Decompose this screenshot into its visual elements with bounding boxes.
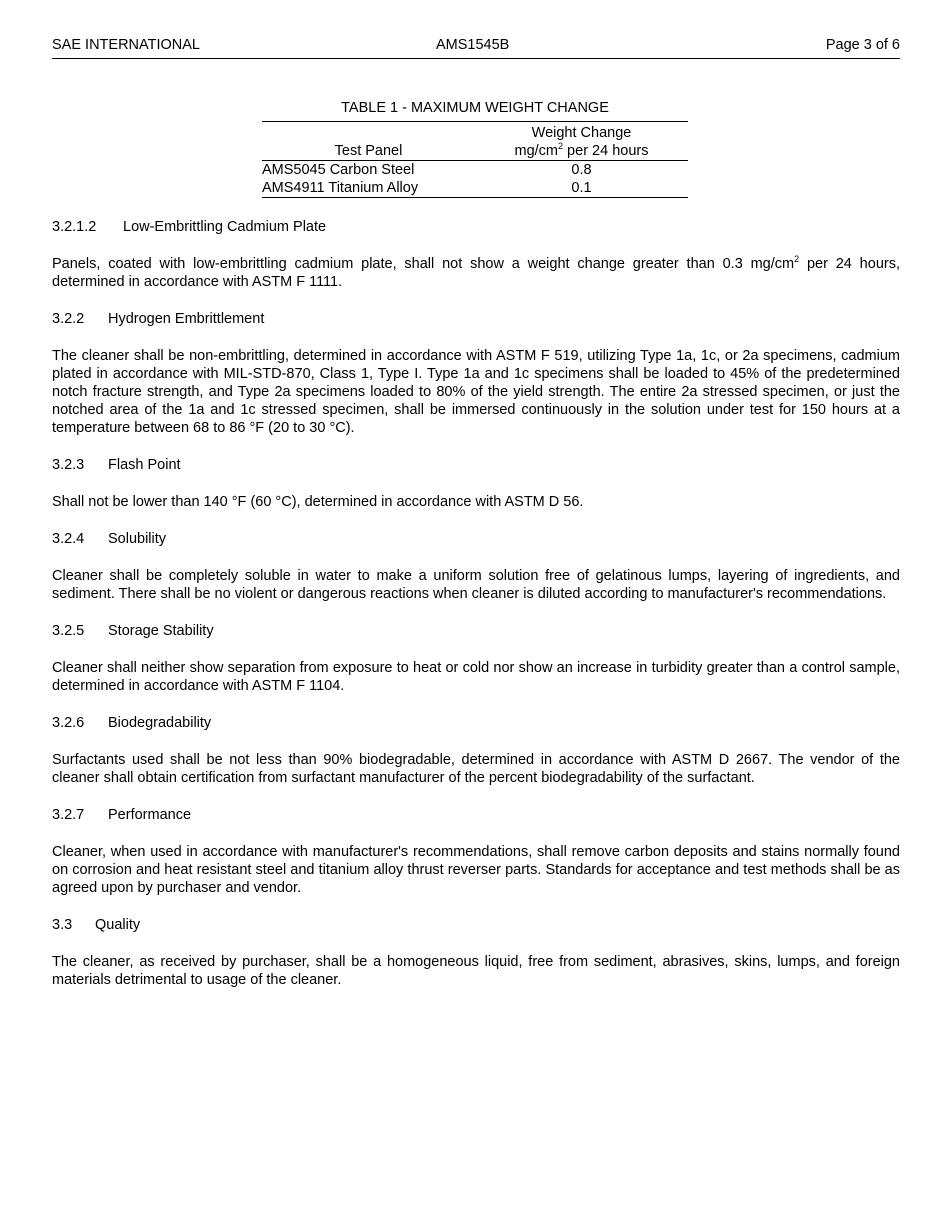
header-page-number: Page 3 of 6 <box>825 37 900 53</box>
section-paragraph-3-3: The cleaner, as received by purchaser, shall be a homogeneous liquid, free from sediment, abrasives, skins, lumps, and foreign materials detrimental to usage of the cleaner. <box>52 954 900 988</box>
section-number: 3.2.5 <box>52 623 85 639</box>
table-header-row <box>262 122 688 160</box>
section-heading-3-2-3 <box>52 456 900 474</box>
section-title: Quality <box>95 917 141 933</box>
section-title: Hydrogen Embrittlement <box>108 311 265 327</box>
section-heading-3-2-2 <box>52 310 900 328</box>
section-number: 3.2.3 <box>52 457 85 473</box>
section-paragraph-3-2-1-2 <box>52 255 900 291</box>
section-number: 3.2.7 <box>52 807 85 823</box>
section-paragraph-3-2-2: The cleaner shall be non-embrittling, determined in accordance with ASTM F 519, utilizing Type 1a, 1c, or 2a specimens, cadmium plated in accordance with MIL-STD-870, Class 1, Type I. Type 1a and 1c specimens shall be loaded to 45% of the predetermined notch fracture strength, and Type 2a specimens loaded to 80% of the yield strength. The entire 2a stressed specimen, or just the notched area of the 1a and 1c stressed specimen, shall be immersed continuously in the solution under test for 150 hours at a temperature between 68 to 86 °F (20 to 30 °C). <box>52 348 900 436</box>
section-number: 3.3 <box>52 917 73 933</box>
section-paragraph-3-2-4: Cleaner shall be completely soluble in water to make a uniform solution free of gelatinous lumps, layering of ingredients, and sediment. There shall be no violent or dangerous reactions when cleaner is diluted according to manufacturer's recommendations. <box>52 568 900 602</box>
section-paragraph-3-2-7: Cleaner, when used in accordance with manufacturer's recommendations, shall remove carbon deposits and stains normally found on corrosion and heat resistant steel and titanium alloy thrust reverser parts. Standards for acceptance and test methods shall be as agreed upon by purchaser and vendor. <box>52 844 900 896</box>
section-number: 3.2.4 <box>52 531 85 547</box>
section-number: 3.2.1.2 <box>52 219 97 235</box>
header-organization: SAE INTERNATIONAL <box>52 37 200 53</box>
section-title: Performance <box>108 807 192 823</box>
table-bottom-rule <box>262 197 688 198</box>
table-cell-panel: AMS5045 Carbon Steel <box>262 162 415 178</box>
unit-rest: per 24 hours <box>563 143 649 159</box>
table-cell-panel: AMS4911 Titanium Alloy <box>262 180 419 196</box>
table-header-test-panel: Test Panel <box>334 143 403 159</box>
section-heading-3-2-4 <box>52 530 900 548</box>
section-heading-3-2-5 <box>52 622 900 640</box>
unit-text: mg/cm <box>514 143 559 159</box>
section-heading-3-2-1-2 <box>52 218 900 236</box>
section-title: Solubility <box>108 531 167 547</box>
section-paragraph-3-2-3: Shall not be lower than 140 °F (60 °C), determined in accordance with ASTM D 56. <box>52 494 584 510</box>
section-heading-3-2-6 <box>52 714 900 732</box>
section-title: Low-Embrittling Cadmium Plate <box>123 219 327 235</box>
header-document-number: AMS1545B <box>436 37 510 53</box>
section-heading-3-3 <box>52 916 900 934</box>
table-row <box>262 179 688 197</box>
paragraph-text: Panels, coated with low-embrittling cadmium plate, shall not show a weight change greater than 0.3 mg/cm <box>52 256 795 272</box>
section-paragraph-3-2-5: Cleaner shall neither show separation from exposure to heat or cold nor show an increase in turbidity greater than a control sample, determined in accordance with ASTM F 1104. <box>52 660 900 694</box>
table-cell-value: 0.1 <box>571 180 592 196</box>
table-title: TABLE 1 - MAXIMUM WEIGHT CHANGE <box>341 100 609 116</box>
table-header-weight-change <box>475 124 688 160</box>
unit-exponent: 2 <box>794 254 800 265</box>
table-cell-value: 0.8 <box>571 162 592 178</box>
section-number: 3.2.6 <box>52 715 85 731</box>
table-header-weight-change-unit <box>475 142 688 160</box>
table-header-weight-change-line1: Weight Change <box>531 125 632 141</box>
weight-change-table <box>262 99 688 198</box>
page-header <box>52 36 900 59</box>
section-paragraph-3-2-6: Surfactants used shall be not less than 90% biodegradable, determined in accordance with ASTM D 2667. The vendor of the cleaner shall obtain certification from surfactant manufacturer of the percent biodegradability of the surfactant. <box>52 752 900 786</box>
document-body <box>52 218 900 1008</box>
section-title: Storage Stability <box>108 623 214 639</box>
paragraph-text: per 24 hours, determined in accordance with ASTM F 1111. <box>52 256 900 290</box>
section-title: Flash Point <box>108 457 181 473</box>
section-number: 3.2.2 <box>52 311 85 327</box>
section-title: Biodegradability <box>108 715 212 731</box>
table-row <box>262 161 688 179</box>
section-heading-3-2-7 <box>52 806 900 824</box>
unit-exponent: 2 <box>558 141 564 152</box>
